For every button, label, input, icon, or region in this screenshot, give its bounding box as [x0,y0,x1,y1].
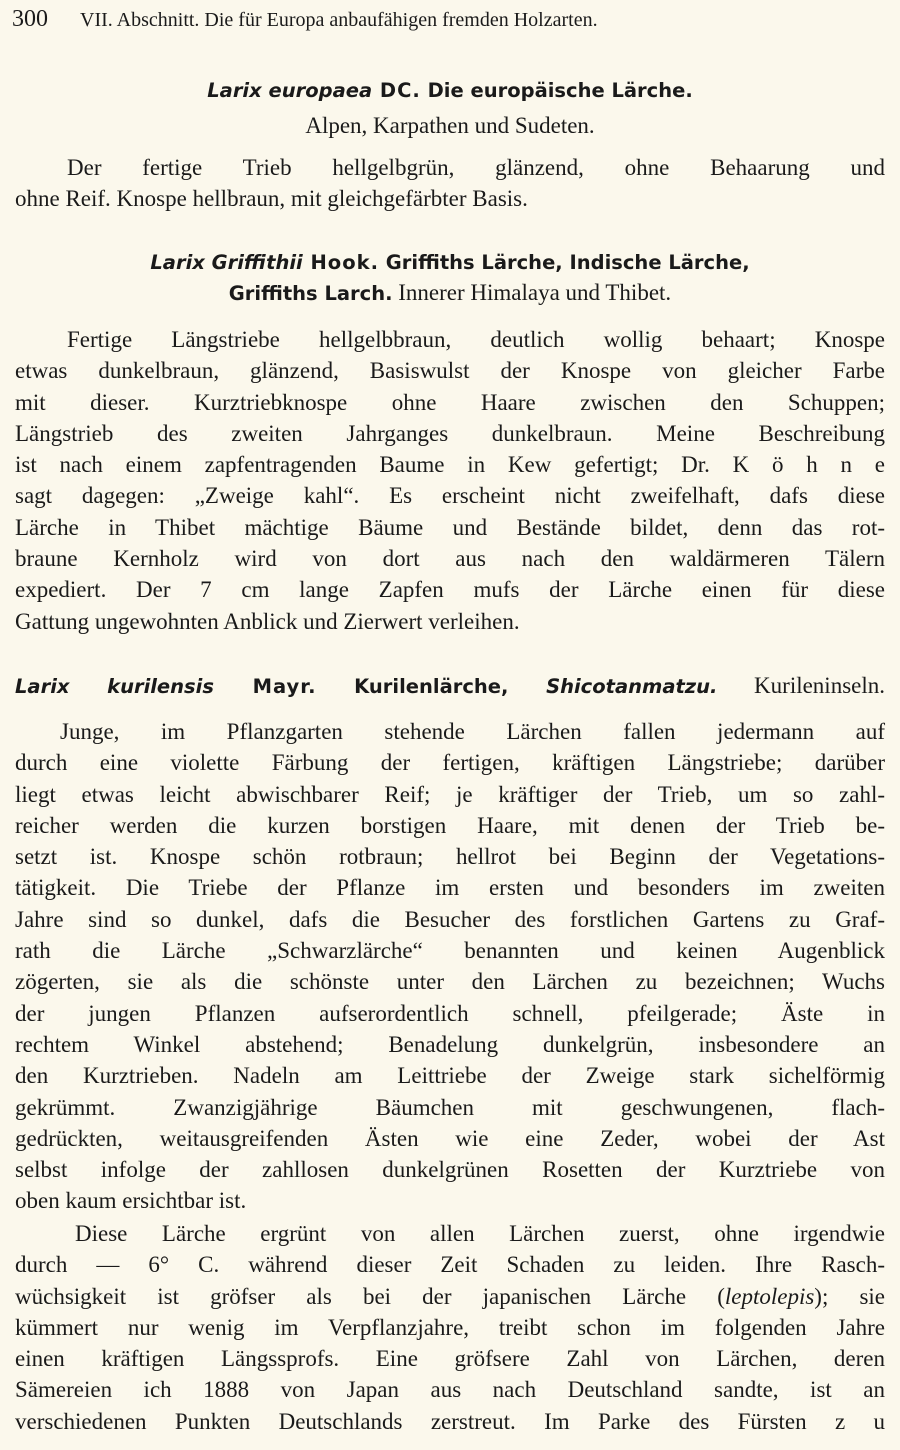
text-line: expediert. Der 7 cm lange Zapfen mufs der Lärche einen für diese [15,577,885,603]
paragraph [15,152,885,215]
heading-line [15,246,885,277]
text-line: der jungen Pflanzen aufserordentlich schnell, pfeilgerade; Äste in [15,1000,885,1026]
text-fragment: ); sie [814,1283,885,1309]
text-line: tätigkeit. Die Triebe der Pflanze im ersten und besonders im zweiten [15,875,885,901]
latin-name: Larix kurilensis [15,675,214,698]
text-line: rath die Lärche „Schwarzlärche“ benannten und keinen Augenblick [15,938,885,964]
heading-line [15,670,885,701]
distribution-text: Alpen, Karpathen und Sudeten. [305,113,595,138]
running-header [12,6,792,36]
text-line: setzt ist. Knospe schön rotbraun; hellrot bei Beginn der Vegetations- [15,844,885,870]
heading-line [15,74,885,105]
distribution-text: Innerer Himalaya und Thibet. [392,280,672,305]
text-line: ohne Reif. Knospe hellbraun, mit gleichgefärbter Basis. [15,186,528,212]
text-line: Diese Lärche ergrünt von allen Lärchen zuerst, ohne irgendwie [75,1221,885,1246]
text-line: zögerten, sie als die schönste unter den Lärchen zu bezeichnen; Wuchs [15,969,885,995]
text-line: etwas dunkelbraun, glänzend, Basiswulst der Knospe von gleicher Farbe [15,358,885,384]
text-line: Der fertige Trieb hellgelbgrün, glänzend, ohne Behaarung und [67,155,885,180]
section-heading [15,670,885,701]
text-line: sagt dagegen: „Zweige kahl“. Es erscheint nicht zweifelhaft, dafs diese [15,483,885,509]
text-line: durch eine violette Färbung der fertigen, kräftigen Längstriebe; darüber [15,750,885,776]
italic-term: leptolepis [724,1283,815,1309]
section-subheading [15,110,885,141]
author-abbreviation: Mayr. [213,675,317,698]
paragraph [15,324,885,637]
text-line: den Kurztrieben. Nadeln am Leittriebe der Zweige stark sichelförmig [15,1063,885,1089]
text-line: liegt etwas leicht abwischbarer Reif; je kräftiger der Trieb, um so zahl- [15,781,885,807]
author-abbreviation: DC. [372,79,421,102]
page-number: 300 [12,6,48,32]
latin-name: Larix Griffithii [150,251,303,274]
text-line: kümmert nur wenig im Verpflanzjahre, treibt schon im folgenden Jahre [15,1314,885,1340]
text-line: mit dieser. Kurztriebknospe ohne Haare zwischen den Schuppen; [15,389,885,415]
section-heading [15,246,885,277]
section-subheading [15,277,885,308]
latin-name: Larix europaea [207,79,373,102]
paragraph [15,1218,885,1437]
text-line: Jahre sind so dunkel, dafs die Besucher des forstlichen Gartens zu Graf- [15,906,885,932]
text-line: Junge, im Pflanzgarten stehende Lärchen fallen jedermann auf [60,719,885,744]
text-line: verschiedenen Punkten Deutschlands zerstreut. Im Parke des Fürsten z u [15,1408,885,1434]
text-line: braune Kernholz wird von dort aus nach den waldärmeren Tälern [15,546,885,572]
text-fragment: wüchsigkeit ist gröfser als bei der japanischen Lärche ( [15,1283,725,1309]
heading-line [15,277,885,308]
text-line: Längstrieb des zweiten Jahrganges dunkelbraun. Meine Beschreibung [15,420,885,446]
text-line: Sämereien ich 1888 von Japan aus nach Deutschland sandte, ist an [15,1377,885,1403]
latin-name: Shicotanmatzu. [508,675,718,698]
text-line: Fertige Längstriebe hellgelbbraun, deutlich wollig behaart; Knospe [67,327,885,352]
text-line: reicher werden die kurzen borstigen Haare, mit denen der Trieb be- [15,812,885,838]
text-line: durch — 6° C. während dieser Zeit Schaden zu leiden. Ihre Rasch- [15,1252,885,1278]
text-line: ist nach einem zapfentragenden Baume in Kew gefertigt; Dr. K ö h n e [15,452,885,478]
distribution-text: Kurileninseln. [717,673,885,698]
text-line: oben kaum ersichtbar ist. [15,1188,247,1214]
text-line: selbst infolge der zahllosen dunkelgrünen Rosetten der Kurztriebe von [15,1157,885,1183]
common-name: Griffiths Larch. [228,282,393,305]
text-line: Gattung ungewohnten Anblick und Zierwert verleihen. [15,608,520,634]
common-name: Kurilenlärche, [316,675,509,698]
paragraph [15,716,885,1217]
common-name: Die europäische Lärche. [420,79,693,102]
author-abbreviation: Hook. [302,251,379,274]
running-title: VII. Abschnitt. Die für Europa anbaufähigen fremden Holzarten. [80,9,598,31]
section-heading [15,74,885,105]
text-line: gedrückten, weitausgreifenden Ästen wie eine Zeder, wobei der Ast [15,1125,885,1151]
text-line: einen kräftigen Längssprofs. Eine gröfsere Zahl von Lärchen, deren [15,1346,885,1372]
text-line [15,1281,885,1312]
text-line: gekrümmt. Zwanzigjährige Bäumchen mit geschwungenen, flach- [15,1094,885,1120]
common-name: Griffiths Lärche, Indische Lärche, [378,251,750,274]
text-line: Lärche in Thibet mächtige Bäume und Bestände bildet, denn das rot- [15,514,885,540]
text-line: rechtem Winkel abstehend; Benadelung dunkelgrün, insbesondere an [15,1031,885,1057]
heading-line [15,110,885,141]
